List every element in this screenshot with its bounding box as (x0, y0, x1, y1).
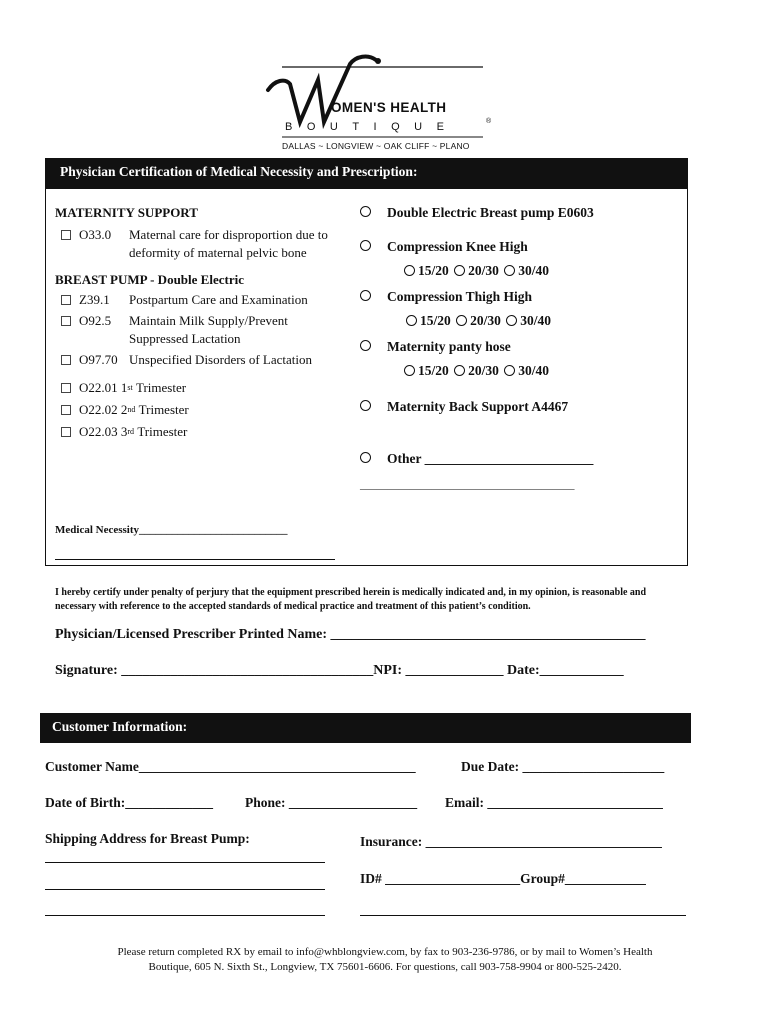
trimester-sup: st (127, 383, 133, 392)
option-label: Compression Knee High (387, 239, 528, 254)
shipping-address-label: Shipping Address for Breast Pump: (45, 831, 250, 846)
due-date-field[interactable]: Due Date: _____________________ (461, 759, 665, 774)
trimester-code: O22.01 (79, 380, 118, 395)
equipment-column (360, 205, 680, 491)
email-field[interactable]: Email: __________________________ (445, 795, 663, 810)
prescriber-name-field[interactable]: Physician/Licensed Prescriber Printed Name: _____________________________________________ (55, 627, 646, 642)
pressure-label: 30/40 (518, 263, 550, 278)
breast-pump-item-o97[interactable] (61, 351, 345, 369)
pressure-label: 20/30 (468, 363, 499, 378)
checkbox[interactable] (61, 355, 71, 365)
trimester-label: Trimester (138, 402, 189, 417)
trimester-num: 2 (120, 402, 128, 417)
physician-section-header: Physician Certification of Medical Necessity and Prescription: (45, 158, 688, 189)
shipping-address-line-2[interactable] (45, 889, 325, 890)
dx-description: Maternal care for disproportion due to deformity of maternal pelvic bone (129, 227, 328, 260)
checkbox[interactable] (61, 427, 71, 437)
trimester-label: Trimester (135, 380, 187, 395)
radio-button[interactable] (454, 265, 465, 276)
other-extra-line[interactable]: _______________________________________ (360, 479, 575, 491)
thigh-high-option[interactable] (360, 289, 680, 305)
radio-button[interactable] (360, 452, 371, 463)
pressure-label: 15/20 (418, 263, 449, 278)
logo-registered-mark: ® (486, 118, 492, 125)
radio-button[interactable] (504, 265, 515, 276)
logo-brand-text: OMEN'S HEALTH (331, 100, 447, 115)
trimester-item-3[interactable] (61, 423, 345, 441)
return-instructions (0, 945, 770, 975)
radio-button[interactable] (454, 365, 465, 376)
radio-button[interactable] (360, 206, 371, 217)
dx-description: Maintain Milk Supply/Prevent Suppressed Lactation (129, 313, 288, 346)
option-label: Double Electric Breast pump E0603 (387, 205, 594, 220)
option-label: Maternity Back Support A4467 (387, 399, 569, 414)
other-field[interactable]: Other _________________________ (387, 451, 594, 466)
pressure-label: 20/30 (468, 263, 499, 278)
back-support-option[interactable] (360, 399, 680, 415)
dx-code: O33.0 (79, 227, 112, 242)
radio-button[interactable] (404, 265, 415, 276)
radio-button[interactable] (360, 340, 371, 351)
logo-cities: DALLAS ~ LONGVIEW ~ OAK CLIFF ~ PLANO (282, 141, 470, 151)
medical-necessity-line[interactable] (55, 559, 335, 560)
checkbox[interactable] (61, 405, 71, 415)
pressure-label: 15/20 (418, 363, 449, 378)
signature-npi-date-field[interactable]: Signature: ____________________________________NPI: ______________ Date:____________ (55, 663, 624, 678)
logo-sub-text: BOUTIQUE (285, 121, 459, 133)
trimester-label: Trimester (137, 424, 188, 439)
maternity-item-o33[interactable] (61, 226, 345, 262)
customer-section-header: Customer Information: (40, 713, 691, 743)
radio-button[interactable] (360, 400, 371, 411)
trimester-code: O22.03 (79, 424, 118, 439)
customer-name-field[interactable]: Customer Name_________________________________________ (45, 759, 416, 774)
trimester-code: O22.02 (79, 402, 118, 417)
pressure-label: 20/30 (470, 313, 501, 328)
breast-pump-item-z39[interactable] (61, 291, 345, 309)
option-label: Maternity panty hose (387, 339, 511, 354)
knee-pressure-options (404, 263, 680, 279)
id-group-field[interactable]: ID# ____________________Group#____________ (360, 871, 646, 886)
checkbox[interactable] (61, 383, 71, 393)
trimester-num: 3 (120, 424, 128, 439)
checkbox[interactable] (61, 295, 71, 305)
thigh-pressure-options (406, 313, 680, 329)
certification-statement: I hereby certify under penalty of perjury that the equipment prescribed herein is medically indicated and, in my opinion, is reasonable and necessary with reference to the accepted standards of medical practice and treatment of this patient’s condition. (55, 587, 647, 612)
dob-field[interactable]: Date of Birth:_____________ (45, 795, 213, 810)
diagnosis-codes-column (55, 205, 345, 441)
radio-button[interactable] (360, 240, 371, 251)
knee-high-option[interactable] (360, 239, 680, 255)
return-instructions-line-1: Please return completed RX by email to info@whblongview.com, by fax to 903-236-9786, or by mail to Women’s Health (117, 946, 653, 958)
dx-code: O97.70 (79, 352, 118, 367)
extra-insurance-line[interactable] (360, 915, 686, 916)
maternity-support-title: MATERNITY SUPPORT (55, 205, 198, 220)
pressure-label: 30/40 (520, 313, 552, 328)
pressure-label: 15/20 (420, 313, 451, 328)
dx-code: Z39.1 (79, 292, 110, 307)
dx-description: Postpartum Care and Examination (129, 292, 308, 307)
pressure-label: 30/40 (518, 363, 550, 378)
checkbox[interactable] (61, 230, 71, 240)
other-option[interactable] (360, 451, 680, 467)
radio-button[interactable] (404, 365, 415, 376)
breast-pump-title: BREAST PUMP - Double Electric (55, 272, 244, 287)
panty-hose-option[interactable] (360, 339, 680, 355)
trimester-sup: rd (127, 427, 135, 436)
radio-button[interactable] (406, 315, 417, 326)
company-logo (260, 50, 510, 155)
double-pump-option[interactable] (360, 205, 680, 221)
phone-field[interactable]: Phone: ___________________ (245, 795, 418, 810)
radio-button[interactable] (506, 315, 517, 326)
panty-pressure-options (404, 363, 680, 379)
radio-button[interactable] (504, 365, 515, 376)
trimester-item-2[interactable] (61, 401, 345, 419)
trimester-sup: nd (127, 405, 136, 414)
medical-necessity-field[interactable]: Medical Necessity___________________________ (55, 524, 288, 536)
trimester-item-1[interactable] (61, 379, 345, 397)
breast-pump-item-o92[interactable] (61, 312, 345, 348)
return-instructions-line-2: Boutique, 605 N. Sixth St., Longview, TX 75601-6606. For questions, call 903-758-9904 or 800-525-2420. (148, 961, 622, 973)
radio-button[interactable] (456, 315, 467, 326)
shipping-address-line-3[interactable] (45, 915, 325, 916)
checkbox[interactable] (61, 316, 71, 326)
radio-button[interactable] (360, 290, 371, 301)
shipping-address-line-1[interactable] (45, 862, 325, 863)
trimester-num: 1 (120, 380, 128, 395)
dx-description: Unspecified Disorders of Lactation (129, 352, 313, 367)
insurance-field[interactable]: Insurance: ___________________________________ (360, 834, 662, 849)
option-label: Compression Thigh High (387, 289, 533, 304)
dx-code: O92.5 (79, 313, 112, 328)
